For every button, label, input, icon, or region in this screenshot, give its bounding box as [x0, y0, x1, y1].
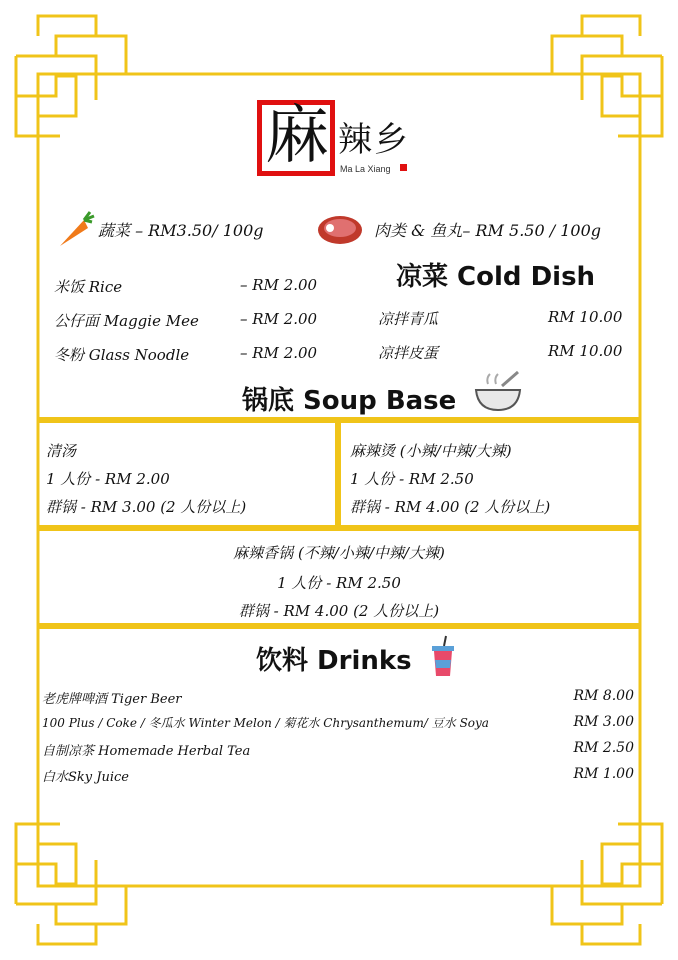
drink-item-name: 自制凉茶 Homemade Herbal Tea	[42, 744, 251, 759]
mala-tang-group: 群锅 - RM 4.00 (2 人份以上)	[350, 498, 551, 516]
mala-tang-single: 1 人份 - RM 2.50	[350, 470, 474, 488]
logo-subtitle: Ma La Xiang	[340, 164, 391, 174]
mala-xiangguo-group: 群锅 - RM 4.00 (2 人份以上)	[238, 602, 440, 620]
staple-item-name: 米饭 Rice	[54, 278, 123, 296]
soup-bowl-icon	[472, 368, 524, 414]
staple-item-name: 冬粉 Glass Noodle	[54, 346, 190, 364]
drink-item-price: RM 1.00	[573, 766, 634, 782]
drink-cup-icon	[428, 634, 458, 678]
clear-soup-group: 群锅 - RM 3.00 (2 人份以上)	[46, 498, 247, 516]
staple-item-price: – RM 2.00	[240, 344, 318, 362]
logo-red-dot	[400, 164, 407, 171]
clear-soup-title: 清汤	[46, 442, 77, 460]
carrot-icon	[54, 208, 96, 250]
cold-dish-item-name: 凉拌皮蛋	[378, 344, 439, 362]
cold-dish-heading: 凉菜 Cold Dish	[396, 262, 596, 292]
mala-xiangguo-single: 1 人份 - RM 2.50	[277, 574, 401, 592]
mala-xiangguo-title: 麻辣香锅 (不辣/小辣/中辣/大辣)	[233, 544, 445, 562]
drink-item-name: 老虎牌啤酒 Tiger Beer	[42, 692, 182, 707]
cold-dish-item-price: RM 10.00	[548, 342, 623, 360]
cold-dish-item-name: 凉拌青瓜	[378, 310, 439, 328]
logo-main-character: 麻	[265, 99, 329, 173]
meat-icon	[316, 212, 364, 248]
logo-secondary-characters: 辣乡	[338, 120, 410, 160]
soup-base-heading: 锅底 Soup Base	[242, 386, 457, 416]
staple-item-name: 公仔面 Maggie Mee	[54, 312, 199, 330]
drinks-heading: 饮料 Drinks	[256, 646, 412, 676]
meat-price: 肉类 & 鱼丸– RM 5.50 / 100g	[374, 221, 601, 240]
drink-item-price: RM 8.00	[573, 688, 634, 704]
cold-dish-item-price: RM 10.00	[548, 308, 623, 326]
clear-soup-single: 1 人份 - RM 2.00	[46, 470, 170, 488]
mala-tang-title: 麻辣烫 (小辣/中辣/大辣)	[350, 442, 512, 460]
drink-item-name: 白水Sky Juice	[42, 770, 129, 785]
drink-item-price: RM 3.00	[573, 714, 634, 730]
staple-item-price: – RM 2.00	[240, 276, 318, 294]
drink-item-price: RM 2.50	[573, 740, 634, 756]
vegetable-price: 蔬菜 – RM3.50/ 100g	[98, 221, 264, 240]
staple-item-price: – RM 2.00	[240, 310, 318, 328]
drink-item-name: 100 Plus / Coke / 冬瓜水 Winter Melon / 菊花水 Chrysanthemum/ 豆水 Soya	[42, 716, 489, 730]
